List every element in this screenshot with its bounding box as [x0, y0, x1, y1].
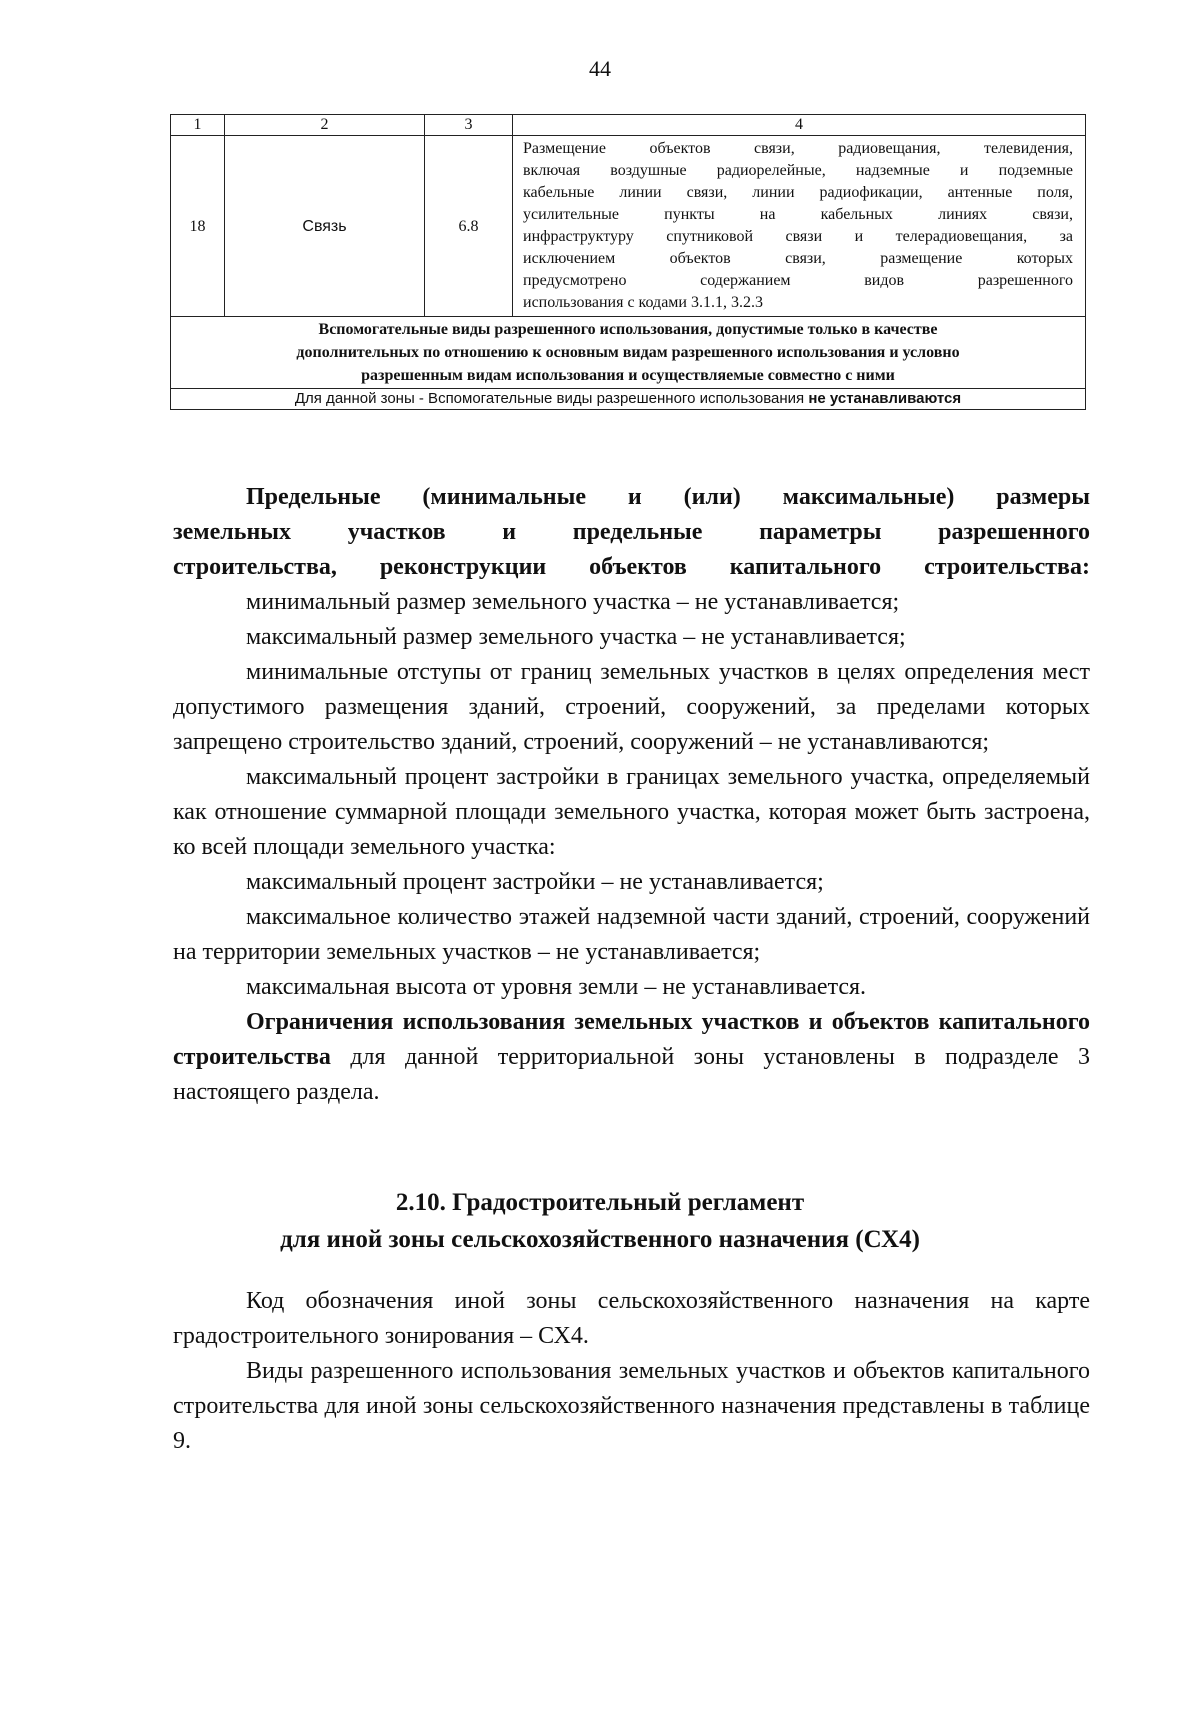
- aux-note-text: Для данной зоны - Вспомогательные виды разрешенного использования: [294, 390, 809, 407]
- description-line: усилительные пункты на кабельных линиях связи,: [523, 206, 1073, 223]
- section-title-line: для иной зоны сельскохозяйственного назначения (СХ4): [280, 1226, 920, 1253]
- row-use-code: 6.8: [425, 136, 513, 317]
- table-header-cell: 2: [225, 115, 425, 136]
- section-title: [0, 1184, 1200, 1258]
- limits-block: [173, 480, 1090, 1110]
- limits-heading-line: Предельные (минимальные и (или) максимальные) размеры: [246, 484, 1090, 510]
- aux-note-row: [171, 389, 1086, 410]
- section-body: [173, 1284, 1090, 1459]
- table-row: [171, 136, 1086, 317]
- row-use-name: Связь: [225, 136, 425, 317]
- section-paragraph: Код обозначения иной зоны сельскохозяйственного назначения на карте градостроительного зонирования – СХ4.: [173, 1288, 1090, 1349]
- table-header-cell: 4: [513, 115, 1086, 136]
- aux-heading-row: [171, 317, 1086, 389]
- restrictions-paragraph: [173, 1005, 1090, 1110]
- section-title-line: 2.10. Градостроительный регламент: [395, 1189, 805, 1216]
- limits-paragraph: максимальная высота от уровня земли – не устанавливается.: [246, 974, 867, 1000]
- limits-paragraph: максимальный процент застройки – не устанавливается;: [246, 869, 824, 895]
- table-header-cell: 3: [425, 115, 513, 136]
- limits-paragraph: максимальный размер земельного участка – не устанавливается;: [246, 624, 906, 650]
- limits-paragraph: минимальный размер земельного участка – не устанавливается;: [246, 589, 900, 615]
- description-line: использования с кодами 3.1.1, 3.2.3: [523, 294, 763, 311]
- description-line: предусмотрено содержанием видов разрешенного: [523, 272, 1073, 289]
- aux-heading: [171, 317, 1086, 389]
- table-header-row: [171, 115, 1086, 136]
- restrictions-text: для данной территориальной зоны установлены в подразделе 3 настоящего раздела.: [173, 1044, 1090, 1105]
- description-line: Размещение объектов связи, радиовещания, телевидения,: [523, 140, 1073, 157]
- section-paragraph: Виды разрешенного использования земельных участков и объектов капитального строительства для иной зоны сельскохозяйственного назначения представлены в таблице 9.: [173, 1358, 1090, 1454]
- limits-heading-line: строительства, реконструкции объектов капитального строительства:: [173, 554, 1090, 580]
- aux-heading-line: дополнительных по отношению к основным видам разрешенного использования и условно: [296, 344, 960, 361]
- aux-heading-line: разрешенным видам использования и осуществляемые совместно с ними: [361, 367, 895, 384]
- restrictions-bold: Ограничения использования земельных участков и объектов капитального строительства: [173, 1009, 1090, 1070]
- description-line: инфраструктуру спутниковой связи и телерадиовещания, за: [523, 228, 1073, 245]
- limits-paragraph: максимальный процент застройки в границах земельного участка, определяемый как отношение суммарной площади земельного участка, которая может быть застроена, ко всей площади земельного участка:: [173, 764, 1090, 860]
- aux-heading-line: Вспомогательные виды разрешенного использования, допустимые только в качестве: [318, 321, 938, 338]
- row-description: [513, 136, 1086, 317]
- limits-paragraph: минимальные отступы от границ земельных участков в целях определения мест допустимого размещения зданий, строений, сооружений, за пределами которых запрещено строительство зданий, строений, сооружений – не устанавливаются;: [173, 659, 1090, 755]
- description-line: исключением объектов связи, размещение которых: [523, 250, 1073, 267]
- land-use-table: [170, 114, 1086, 410]
- limits-paragraph: максимальное количество этажей надземной части зданий, строений, сооружений на территории земельных участков – не устанавливается;: [173, 904, 1090, 965]
- row-number: 18: [171, 136, 225, 317]
- aux-note-bold: не устанавливаются: [808, 390, 962, 407]
- table-header-cell: 1: [171, 115, 225, 136]
- limits-heading-line: земельных участков и предельные параметры разрешенного: [173, 519, 1090, 545]
- aux-note: [171, 389, 1086, 410]
- description-line: кабельные линии связи, линии радиофикации, антенные поля,: [523, 184, 1073, 201]
- description-line: включая воздушные радиорелейные, надземные и подземные: [523, 162, 1073, 179]
- page-number: 44: [589, 56, 611, 81]
